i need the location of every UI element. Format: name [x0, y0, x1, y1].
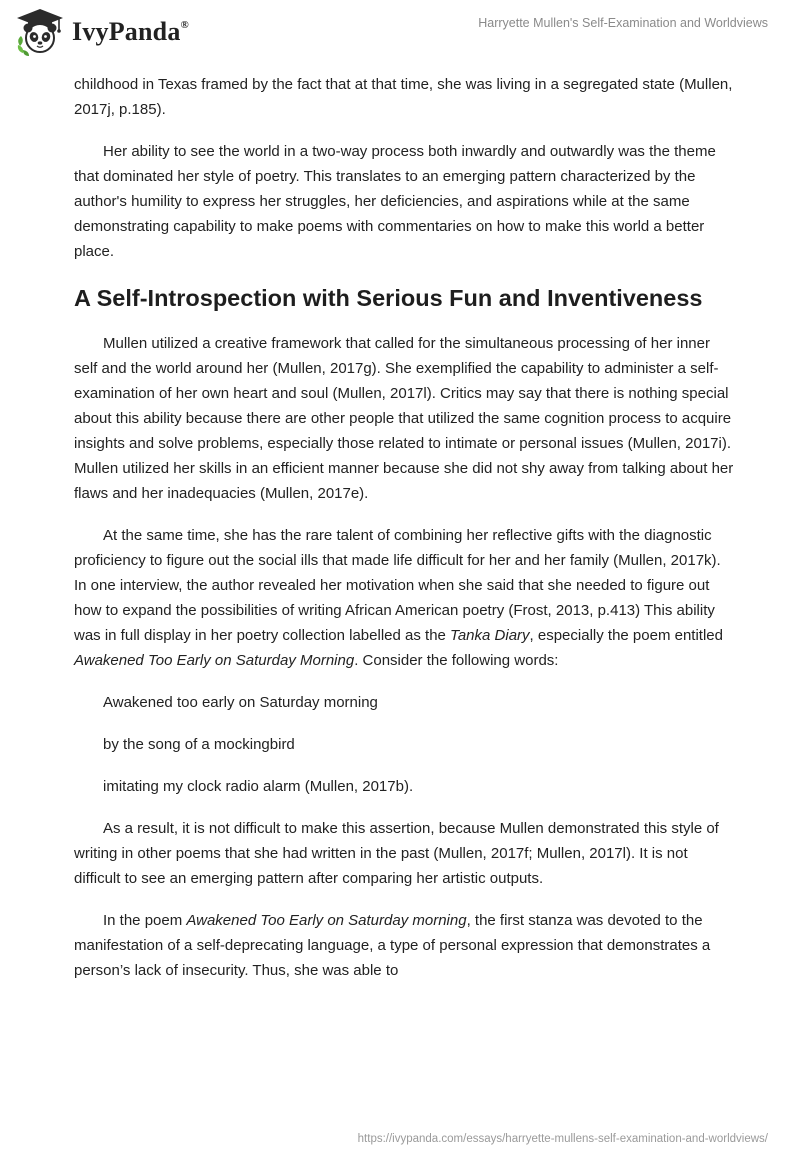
paragraph: As a result, it is not difficult to make this assertion, because Mullen demonstrated this style of writing in other poems that she had written in the past (Mullen, 2017f; Mullen, 2017l). It is not difficult to see an emerging pattern after comparing her artistic outputs. [74, 820, 719, 887]
source-url[interactable]: https://ivypanda.com/essays/harryette-mullens-self-examination-and-worldviews/ [357, 1133, 768, 1145]
registered-mark: ® [180, 19, 189, 32]
paragraph [74, 908, 734, 983]
brand-name [72, 17, 189, 47]
book-title: Tanka Diary [450, 627, 530, 644]
paragraph: Her ability to see the world in a two-way process both inwardly and outwardly was the theme that dominated her style of poetry. This translates to an emerging pattern characterized by the author's humility to express her struggles, her deficiencies, and aspirations while at the same demonstrating capability to make poems with commentaries on how to make this world a better place. [74, 143, 716, 260]
essay-body [74, 72, 734, 1000]
paragraph-text: , especially the poem entitled [529, 627, 723, 644]
verse-line: Awakened too early on Saturday morning [103, 694, 378, 711]
paragraph-text: At the same time, she has the rare talent of combining her reflective gifts with the diagnostic proficiency to figure out the social ills that made life difficult for her and her family (Mullen, 2017k). In one interview, the author revealed her motivation when she said that she needed to figure out how to expand the possibilities of writing African American poetry (Frost, 2013, p.413) This ability was in full display in her poetry collection labelled as the [74, 527, 721, 644]
panda-graduate-icon [14, 6, 66, 58]
page-header [0, 0, 800, 60]
paragraph: childhood in Texas framed by the fact that at that time, she was living in a segregated state (Mullen, 2017j, p.185). [74, 76, 733, 118]
poem-title: Awakened Too Early on Saturday Morning [74, 652, 355, 669]
verse-line: imitating my clock radio alarm (Mullen, 2017b). [103, 778, 414, 795]
poem-title: Awakened Too Early on Saturday morning [186, 912, 467, 929]
verse-line: by the song of a mockingbird [103, 736, 295, 753]
paragraph-text: In the poem [103, 912, 187, 929]
brand-text: IvyPanda [72, 17, 181, 46]
ivypanda-logo[interactable] [14, 6, 189, 58]
paragraph: Mullen utilized a creative framework that called for the simultaneous processing of her inner self and the world around her (Mullen, 2017g). She exemplified the capability to administer a self-examination of her own heart and soul (Mullen, 2017l). Critics may say that there is nothing special about this ability because there are other people that utilized the same cognition process to acquire insights and solve problems, especially those related to intimate or personal issues (Mullen, 2017i). Mullen utilized her skills in an efficient manner because she did not shy away from talking about her flaws and her inadequacies (Mullen, 2017e). [74, 335, 734, 502]
running-title: Harryette Mullen's Self-Examination and Worldviews [478, 16, 768, 30]
section-heading: A Self-Introspection with Serious Fun and Inventiveness [74, 285, 703, 311]
paragraph-text: , the first stanza was devoted to the manifestation of a self-deprecating language, a type of personal expression that demonstrates a person’s lack of insecurity. Thus, she was able to [74, 912, 711, 979]
paragraph-text: . Consider the following words: [354, 652, 559, 669]
paragraph [74, 523, 734, 673]
